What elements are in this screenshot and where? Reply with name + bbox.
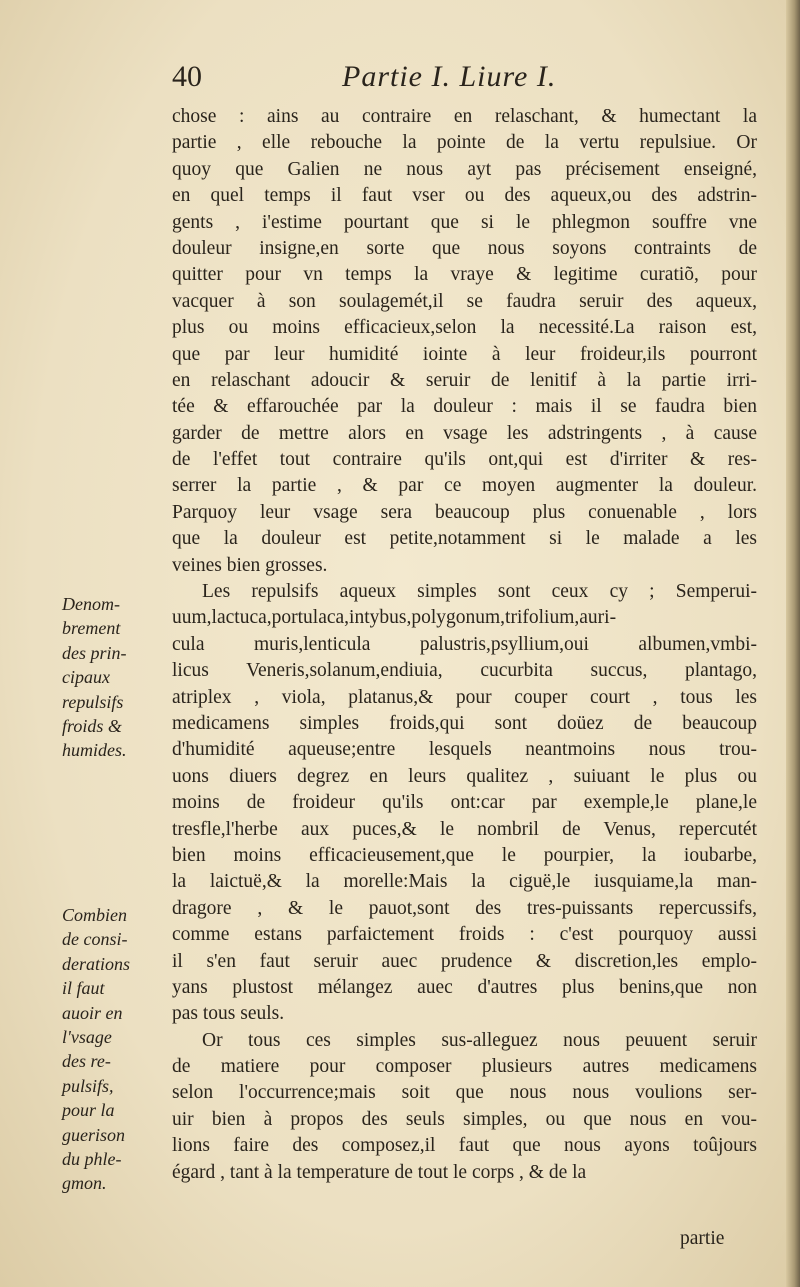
text-line: garder de mettre alors en vsage les adstringents , à cause	[172, 422, 757, 444]
text-line: douleur insigne,en sorte que nous soyons contraints de	[172, 237, 757, 259]
text-line: medicamens simples froids,qui sont doüez de beaucoup	[172, 712, 757, 734]
text-line: chose : ains au contraire en relaschant, & humectant la	[172, 106, 757, 127]
text-line: gents , i'estime pourtant que si le phlegmon souffre vne	[172, 211, 757, 233]
margin-note-line: auoir en	[62, 1002, 123, 1023]
text-line: uum,lactuca,portulaca,intybus,polygonum,trifolium,auri-	[172, 607, 617, 629]
text-line: pas tous seuls.	[172, 1003, 285, 1025]
text-line: de matiere pour composer plusieurs autres medicamens	[172, 1056, 757, 1078]
text-line: plus ou moins efficacieux,selon la necessité.La raison est,	[172, 317, 757, 339]
text-line: yans plustost mélangez auec d'autres plus benins,que non	[172, 976, 757, 998]
margin-note-line: derations	[62, 953, 131, 974]
margin-note-line: brement	[62, 618, 121, 639]
margin-note-considerations	[62, 903, 162, 1196]
running-head: Partie I. Liure I.	[342, 60, 557, 93]
text-line: comme estans parfaictement froids : c'est pourquoy aussi	[172, 924, 757, 946]
text-line: moins de froideur qu'ils ont:car par exemple,le plane,le	[172, 792, 757, 814]
page-number: 40	[172, 60, 202, 93]
text-line: atriplex , viola, platanus,& pour couper court , tous les	[172, 686, 757, 708]
margin-note-line: froids &	[62, 716, 122, 737]
margin-note-line: de consi-	[62, 929, 128, 950]
margin-note-line: repulsifs	[62, 691, 124, 712]
margin-note-line: des re-	[62, 1051, 111, 1072]
margin-note-line: Combien	[62, 905, 127, 925]
text-line: Parquoy leur vsage sera beaucoup plus conuenable , lors	[172, 501, 757, 523]
margin-note-line: humides.	[62, 740, 127, 761]
text-line: partie , elle rebouche la pointe de la vertu repulsiue. Or	[172, 132, 757, 154]
main-text-block	[172, 104, 757, 1186]
text-line: en quel temps il faut vser ou des aqueux,ou des adstrin-	[172, 185, 757, 207]
margin-note-line: l'vsage	[62, 1027, 112, 1048]
margin-note-line: pour la	[62, 1100, 115, 1121]
catchword: partie	[680, 1228, 725, 1249]
text-line: bien moins efficacieusement,que le pourpier, la ioubarbe,	[172, 844, 757, 866]
margin-note-line: du phle-	[62, 1149, 122, 1170]
text-line: tée & effarouchée par la douleur : mais il se faudra bien	[172, 396, 757, 418]
text-line: uons diuers degrez en leurs qualitez , suiuant le plus ou	[172, 765, 757, 787]
text-line: licus Veneris,solanum,endiuia, cucurbita succus, plantago,	[172, 660, 757, 682]
text-line: de l'effet tout contraire qu'ils ont,qui est d'irriter & res-	[172, 449, 757, 471]
text-line: quitter pour vn temps la vraye & legitime curatiõ, pour	[172, 264, 757, 286]
margin-note-line: il faut	[62, 978, 105, 999]
margin-note-line: des prin-	[62, 642, 127, 663]
text-line: en relaschant adoucir & seruir de lenitif à la partie irri-	[172, 369, 757, 391]
margin-note-line: gmon.	[62, 1173, 107, 1194]
text-line: tresfle,l'herbe aux puces,& le nombril de Venus, repercutét	[172, 818, 757, 840]
margin-note-enumeration	[62, 592, 162, 763]
text-line: que la douleur est petite,notamment si le malade a les	[172, 528, 757, 550]
text-line: Or tous ces simples sus-alleguez nous peuuent seruir	[202, 1029, 757, 1051]
text-line: vacquer à son soulagemét,il se faudra seruir des aqueux,	[172, 290, 757, 312]
text-line: uir bien à propos des seuls simples, ou que nous en vou-	[172, 1108, 757, 1130]
margin-note-line: guerison	[62, 1124, 125, 1145]
text-line: cula muris,lenticula palustris,psyllium,oui albumen,vmbi-	[172, 633, 757, 655]
text-line: dragore , & le pauot,sont des tres-puissants repercussifs,	[172, 897, 757, 919]
text-line: selon l'occurrence;mais soit que nous nous voulions ser-	[172, 1082, 757, 1104]
margin-note-line: pulsifs,	[62, 1075, 114, 1096]
text-line: il s'en faut seruir auec prudence & discretion,les emplo-	[172, 950, 757, 972]
text-line: la laictuë,& la morelle:Mais la ciguë,le iusquiame,la man-	[172, 871, 757, 893]
margin-note-line: cipaux	[62, 667, 110, 688]
text-line: Les repulsifs aqueux simples sont ceux cy ; Semperui-	[202, 581, 757, 603]
page-header	[172, 60, 757, 100]
text-line: égard , tant à la temperature de tout le corps , & de la	[172, 1161, 587, 1183]
margin-note-line: Denom-	[62, 594, 120, 614]
page-edge-shadow	[786, 0, 800, 1287]
text-line: lions faire des composez,il faut que nous ayons toûjours	[172, 1135, 757, 1157]
text-line: que par leur humidité iointe à leur froideur,ils pourront	[172, 343, 757, 365]
text-line: quoy que Galien ne nous ayt pas précisement enseigné,	[172, 158, 757, 180]
text-line: d'humidité aqueuse;entre lesquels neantmoins nous trou-	[172, 739, 757, 761]
text-line: veines bien grosses.	[172, 554, 328, 576]
text-line: serrer la partie , & par ce moyen augmenter la douleur.	[172, 475, 757, 497]
